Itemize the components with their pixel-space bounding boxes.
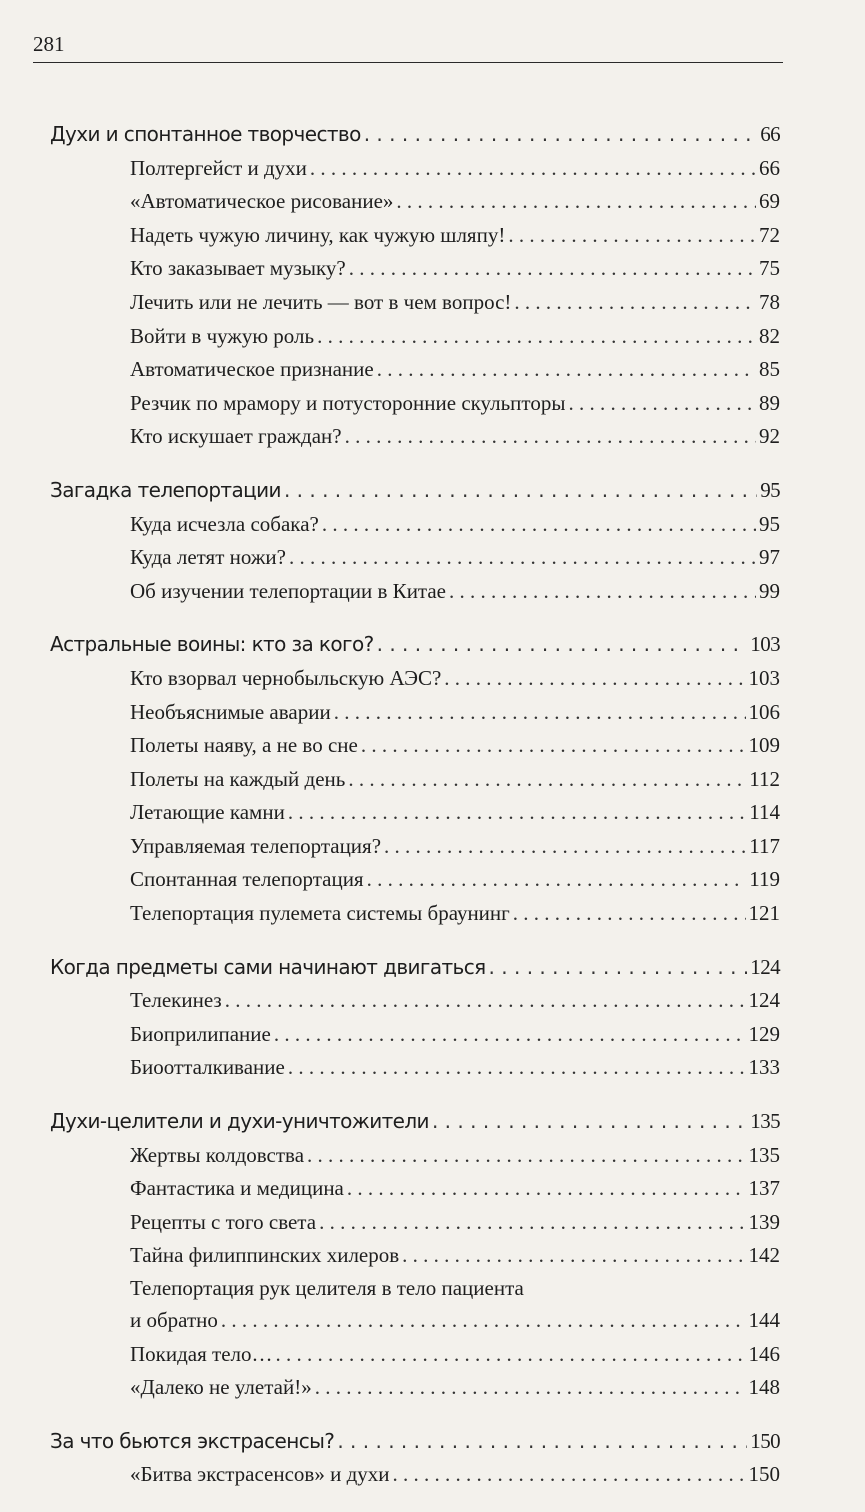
toc-item[interactable] bbox=[50, 252, 780, 286]
toc-item[interactable] bbox=[50, 830, 780, 864]
leader-dots bbox=[377, 353, 756, 387]
toc-item[interactable] bbox=[50, 696, 780, 730]
toc-item[interactable] bbox=[50, 897, 780, 931]
leader-dots bbox=[319, 1206, 745, 1240]
page-ref: 85 bbox=[759, 357, 780, 382]
leader-dots bbox=[444, 662, 745, 696]
item-title: Спонтанная телепортация bbox=[130, 867, 364, 892]
toc-section bbox=[50, 1105, 780, 1405]
item-title: Управляемая телепортация? bbox=[130, 833, 382, 858]
page-ref: 103 bbox=[750, 632, 780, 657]
leader-dots bbox=[367, 863, 747, 897]
leader-dots bbox=[284, 474, 757, 508]
item-title: Кто искушает граждан? bbox=[130, 424, 342, 449]
page-ref: 139 bbox=[748, 1209, 780, 1234]
chapter-title: Загадка телепортации bbox=[50, 477, 281, 502]
item-title: Надеть чужую личину, как чужую шляпу! bbox=[130, 222, 506, 247]
page-ref: 150 bbox=[750, 1428, 780, 1453]
toc-item[interactable] bbox=[50, 763, 780, 797]
leader-dots bbox=[513, 897, 746, 931]
toc-chapter[interactable] bbox=[50, 118, 780, 152]
item-title: Телепортация пулемета системы браунинг bbox=[130, 901, 510, 926]
toc-item[interactable] bbox=[50, 541, 780, 575]
toc-chapter[interactable] bbox=[50, 474, 780, 508]
page-ref: 137 bbox=[748, 1176, 780, 1201]
item-title: Куда летят ножи? bbox=[130, 545, 286, 570]
header-rule bbox=[33, 62, 783, 63]
toc-item[interactable] bbox=[50, 185, 780, 219]
page-ref: 150 bbox=[748, 1462, 780, 1487]
page-ref: 135 bbox=[748, 1142, 780, 1167]
item-title: Необъяснимые аварии bbox=[130, 699, 331, 724]
chapter-title: Духи и спонтанное творчество bbox=[50, 122, 361, 146]
toc-item[interactable] bbox=[50, 1172, 780, 1206]
leader-dots bbox=[289, 541, 756, 575]
item-title: «Автоматическое рисование» bbox=[130, 189, 394, 214]
toc-item-line1[interactable] bbox=[50, 1273, 780, 1304]
toc-item[interactable] bbox=[50, 286, 780, 320]
leader-dots bbox=[322, 508, 756, 542]
chapter-title: Астральные воины: кто за кого? bbox=[50, 632, 374, 657]
toc-item[interactable] bbox=[50, 1338, 780, 1372]
page-number: 281 bbox=[33, 32, 65, 56]
leader-dots bbox=[349, 252, 756, 286]
page-ref: 92 bbox=[759, 424, 780, 449]
toc-item[interactable] bbox=[50, 420, 780, 454]
leader-dots bbox=[432, 1105, 747, 1139]
toc-chapter[interactable] bbox=[50, 1425, 780, 1459]
item-title: «Далеко не улетай!» bbox=[130, 1375, 312, 1400]
item-title: «Битва экстрасенсов» и духи bbox=[130, 1462, 390, 1487]
page-ref: 89 bbox=[759, 390, 780, 415]
toc-item[interactable] bbox=[50, 1458, 780, 1492]
leader-dots bbox=[345, 420, 756, 454]
toc-section bbox=[50, 1425, 780, 1492]
page-ref: 129 bbox=[748, 1021, 780, 1046]
leader-dots bbox=[274, 1018, 746, 1052]
leader-dots bbox=[315, 1371, 746, 1405]
item-title: и обратно bbox=[130, 1308, 218, 1332]
item-title: Биоотталкивание bbox=[130, 1055, 285, 1080]
toc-item[interactable] bbox=[50, 1051, 780, 1085]
toc-item[interactable] bbox=[50, 1018, 780, 1052]
item-title: Войти в чужую роль bbox=[130, 323, 315, 348]
toc-item[interactable] bbox=[50, 1139, 780, 1173]
page-ref: 133 bbox=[748, 1055, 780, 1080]
leader-dots bbox=[449, 575, 756, 609]
item-title: Полтергейст и духи bbox=[130, 155, 307, 180]
item-title: Жертвы колдовства bbox=[130, 1142, 305, 1167]
leader-dots bbox=[508, 219, 756, 253]
chapter-title: Когда предметы сами начинают двигаться bbox=[50, 954, 486, 979]
page-ref: 124 bbox=[748, 988, 780, 1013]
chapter-title: Духи-целители и духи-уничтожители bbox=[50, 1109, 429, 1134]
page-ref: 72 bbox=[759, 222, 780, 247]
toc-section bbox=[50, 118, 780, 454]
toc-item[interactable] bbox=[50, 1304, 780, 1338]
leader-dots bbox=[396, 185, 756, 219]
leader-dots bbox=[288, 1051, 746, 1085]
toc-item[interactable] bbox=[50, 575, 780, 609]
page-ref: 119 bbox=[749, 867, 780, 892]
page-ref: 95 bbox=[759, 511, 780, 536]
page-ref: 97 bbox=[759, 545, 780, 570]
leader-dots bbox=[348, 763, 746, 797]
toc-item[interactable] bbox=[50, 508, 780, 542]
page-ref: 142 bbox=[748, 1243, 780, 1268]
item-title: Автоматическое признание bbox=[130, 357, 374, 382]
page-ref: 117 bbox=[749, 833, 780, 858]
leader-dots bbox=[377, 628, 748, 662]
page-ref: 114 bbox=[749, 800, 780, 825]
toc-section bbox=[50, 474, 780, 608]
page-ref: 144 bbox=[748, 1308, 780, 1332]
page-ref: 106 bbox=[748, 699, 780, 724]
leader-dots bbox=[334, 696, 746, 730]
leader-dots bbox=[276, 1338, 746, 1372]
page-ref: 112 bbox=[749, 766, 780, 791]
page-ref: 146 bbox=[748, 1341, 780, 1366]
toc-item[interactable] bbox=[50, 152, 780, 186]
leader-dots bbox=[221, 1304, 746, 1338]
item-title: Биоприлипание bbox=[130, 1021, 271, 1046]
leader-dots bbox=[489, 951, 748, 985]
leader-dots bbox=[317, 320, 756, 354]
leader-dots bbox=[288, 796, 746, 830]
page-ref: 99 bbox=[759, 578, 780, 603]
item-title: Об изучении телепортации в Китае bbox=[130, 578, 447, 603]
item-title: Лечить или не лечить — вот в чем вопрос! bbox=[130, 289, 512, 314]
page-ref: 109 bbox=[748, 733, 780, 758]
toc-section bbox=[50, 628, 780, 930]
item-title: Тайна филиппинских хилеров bbox=[130, 1243, 400, 1268]
toc-item[interactable] bbox=[50, 1239, 780, 1273]
leader-dots bbox=[514, 286, 756, 320]
item-title: Телекинез bbox=[130, 988, 222, 1013]
page-ref: 66 bbox=[759, 155, 780, 180]
leader-dots bbox=[347, 1172, 746, 1206]
item-title: Резчик по мрамору и потусторонние скульпторы bbox=[130, 390, 566, 415]
leader-dots bbox=[384, 830, 746, 864]
page-ref: 69 bbox=[759, 189, 780, 214]
item-title: Телепортация рук целителя в тело пациента bbox=[130, 1276, 524, 1300]
page-ref: 148 bbox=[748, 1375, 780, 1400]
page-ref: 78 bbox=[759, 289, 780, 314]
toc-chapter[interactable] bbox=[50, 1105, 780, 1139]
toc-item[interactable] bbox=[50, 387, 780, 421]
page-ref: 121 bbox=[748, 901, 780, 926]
toc-item[interactable] bbox=[50, 662, 780, 696]
item-title: Полеты наяву, а не во сне bbox=[130, 733, 358, 758]
item-title: Фантастика и медицина bbox=[130, 1176, 344, 1201]
toc-item[interactable] bbox=[50, 729, 780, 763]
item-title: Покидая тело… bbox=[130, 1341, 273, 1366]
toc-item[interactable] bbox=[50, 353, 780, 387]
leader-dots bbox=[225, 984, 746, 1018]
toc-item[interactable] bbox=[50, 984, 780, 1018]
leader-dots bbox=[393, 1458, 746, 1492]
page-ref: 75 bbox=[759, 256, 780, 281]
toc-chapter[interactable] bbox=[50, 951, 780, 985]
page-ref: 95 bbox=[760, 477, 780, 502]
leader-dots bbox=[568, 387, 756, 421]
toc-chapter[interactable] bbox=[50, 628, 780, 662]
item-title: Кто заказывает музыку? bbox=[130, 256, 346, 281]
table-of-contents bbox=[50, 118, 780, 1512]
item-title: Куда исчезла собака? bbox=[130, 511, 319, 536]
toc-section bbox=[50, 951, 780, 1085]
toc-item[interactable] bbox=[50, 219, 780, 253]
leader-dots bbox=[310, 152, 756, 186]
item-title: Рецепты с того света bbox=[130, 1209, 317, 1234]
item-title: Полеты на каждый день bbox=[130, 766, 346, 791]
leader-dots bbox=[364, 118, 757, 152]
toc-item[interactable] bbox=[50, 1371, 780, 1405]
page-ref: 135 bbox=[750, 1109, 780, 1134]
page-ref: 124 bbox=[750, 954, 780, 979]
leader-dots bbox=[307, 1139, 745, 1173]
page-ref: 66 bbox=[760, 122, 780, 146]
toc-item[interactable] bbox=[50, 796, 780, 830]
toc-item[interactable] bbox=[50, 320, 780, 354]
leader-dots bbox=[337, 1425, 747, 1459]
page-ref: 82 bbox=[759, 323, 780, 348]
item-title: Кто взорвал чернобыльскую АЭС? bbox=[130, 665, 442, 690]
toc-item[interactable] bbox=[50, 863, 780, 897]
leader-dots bbox=[402, 1239, 745, 1273]
chapter-title: За что бьются экстрасенсы? bbox=[50, 1428, 335, 1453]
item-title: Летающие камни bbox=[130, 800, 285, 825]
leader-dots bbox=[361, 729, 746, 763]
page-ref: 103 bbox=[748, 665, 780, 690]
toc-item[interactable] bbox=[50, 1206, 780, 1240]
